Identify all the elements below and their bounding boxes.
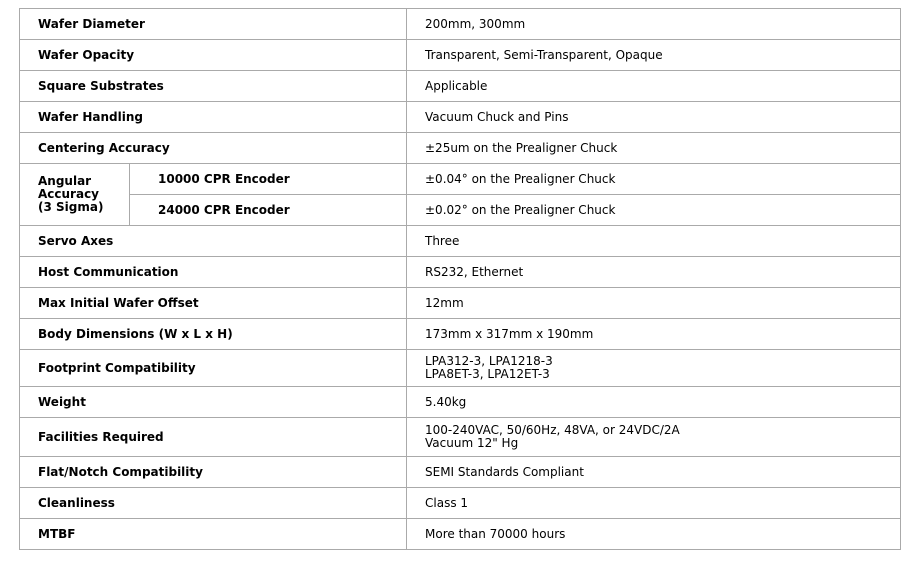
row-value: Transparent, Semi-Transparent, Opaque bbox=[407, 40, 901, 71]
table-row bbox=[20, 164, 901, 195]
spec-table bbox=[19, 8, 901, 550]
row-label: Wafer Diameter bbox=[20, 9, 407, 40]
row-value bbox=[407, 418, 901, 457]
value-line: Vacuum 12" Hg bbox=[425, 436, 519, 450]
value-line: 100-240VAC, 50/60Hz, 48VA, or 24VDC/2A bbox=[425, 423, 680, 437]
row-value: ±0.04° on the Prealigner Chuck bbox=[407, 164, 901, 195]
row-value: More than 70000 hours bbox=[407, 519, 901, 550]
row-value: ±25um on the Prealigner Chuck bbox=[407, 133, 901, 164]
row-label: Footprint Compatibility bbox=[20, 350, 407, 387]
table-row bbox=[20, 319, 901, 350]
table-row bbox=[20, 457, 901, 488]
row-value: SEMI Standards Compliant bbox=[407, 457, 901, 488]
row-value: ±0.02° on the Prealigner Chuck bbox=[407, 195, 901, 226]
table-row bbox=[20, 133, 901, 164]
row-label: Flat/Notch Compatibility bbox=[20, 457, 407, 488]
table-row bbox=[20, 9, 901, 40]
row-label: Weight bbox=[20, 387, 407, 418]
row-label: Servo Axes bbox=[20, 226, 407, 257]
encoder-label: 24000 CPR Encoder bbox=[130, 195, 407, 226]
row-label: Cleanliness bbox=[20, 488, 407, 519]
table-row bbox=[20, 40, 901, 71]
angular-label-line: Accuracy bbox=[38, 187, 100, 201]
row-label: Max Initial Wafer Offset bbox=[20, 288, 407, 319]
angular-label-line: Angular bbox=[38, 174, 92, 188]
row-label: Wafer Handling bbox=[20, 102, 407, 133]
encoder-label: 10000 CPR Encoder bbox=[130, 164, 407, 195]
row-label: MTBF bbox=[20, 519, 407, 550]
row-value: RS232, Ethernet bbox=[407, 257, 901, 288]
row-label: Facilities Required bbox=[20, 418, 407, 457]
row-value: 173mm x 317mm x 190mm bbox=[407, 319, 901, 350]
row-label: Host Communication bbox=[20, 257, 407, 288]
table-row bbox=[20, 350, 901, 387]
table-row bbox=[20, 102, 901, 133]
table-row bbox=[20, 71, 901, 102]
angular-label-line: (3 Sigma) bbox=[38, 200, 104, 214]
row-value: Three bbox=[407, 226, 901, 257]
row-value: 5.40kg bbox=[407, 387, 901, 418]
table-row bbox=[20, 488, 901, 519]
table-row bbox=[20, 519, 901, 550]
row-label: Body Dimensions (W x L x H) bbox=[20, 319, 407, 350]
row-value bbox=[407, 350, 901, 387]
table-row bbox=[20, 288, 901, 319]
row-label: Centering Accuracy bbox=[20, 133, 407, 164]
table-row bbox=[20, 387, 901, 418]
table-row bbox=[20, 418, 901, 457]
row-value: Class 1 bbox=[407, 488, 901, 519]
value-line: LPA8ET-3, LPA12ET-3 bbox=[425, 367, 550, 381]
row-label: Square Substrates bbox=[20, 71, 407, 102]
angular-accuracy-label bbox=[20, 164, 130, 226]
value-line: LPA312-3, LPA1218-3 bbox=[425, 354, 553, 368]
row-value: Vacuum Chuck and Pins bbox=[407, 102, 901, 133]
table-row bbox=[20, 195, 901, 226]
row-value: 12mm bbox=[407, 288, 901, 319]
table-row bbox=[20, 257, 901, 288]
row-value: Applicable bbox=[407, 71, 901, 102]
table-row bbox=[20, 226, 901, 257]
row-value: 200mm, 300mm bbox=[407, 9, 901, 40]
row-label: Wafer Opacity bbox=[20, 40, 407, 71]
